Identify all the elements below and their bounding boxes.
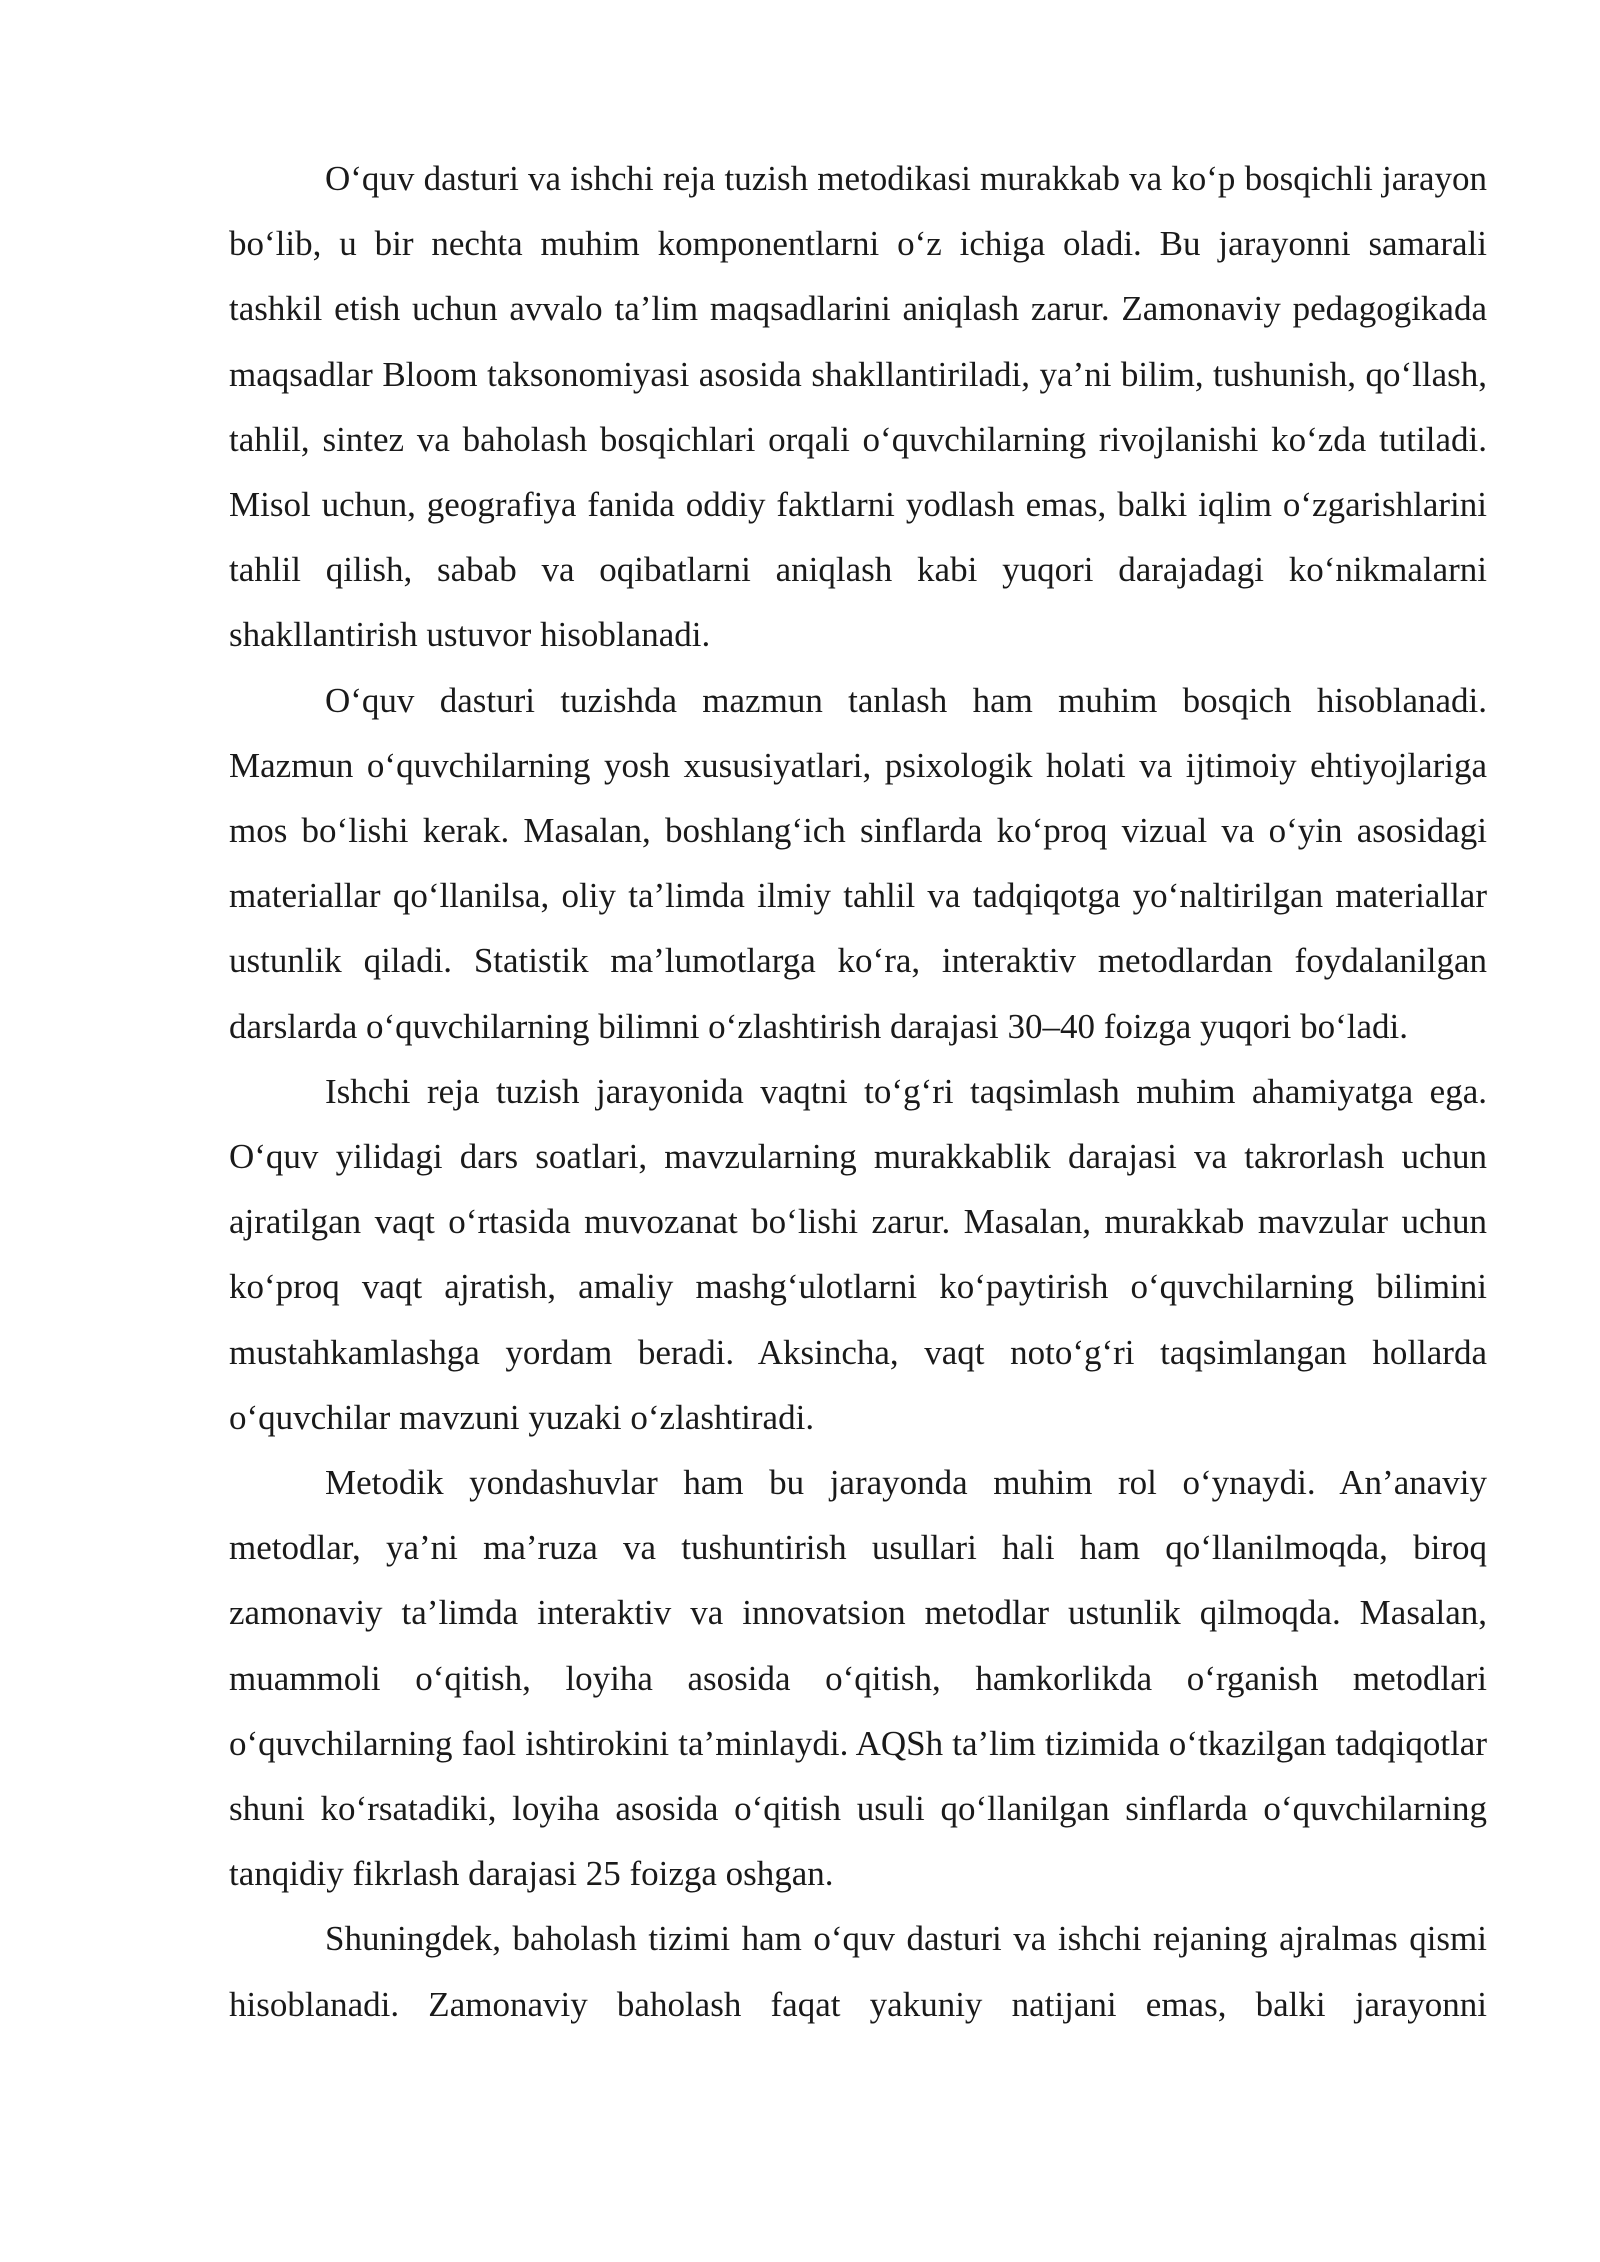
paragraph-5: Shuningdek, baholash tizimi ham o‘quv dasturi va ishchi rejaning ajralmas qismi hisoblanadi. Zamonaviy baholash faqat yakuniy natijani emas, balki jarayonni — [229, 1919, 1487, 2024]
paragraph-3: Ishchi reja tuzish jarayonida vaqtni to‘g‘ri taqsimlash muhim ahamiyatga ega. O‘quv yilidagi dars soatlari, mavzularning murakkablik darajasi va takrorlash uchun ajratilgan vaqt o‘rtasida muvozanat bo‘lishi zarur. Masalan, murakkab mavzular uchun ko‘proq vaqt ajratish, amaliy mashg‘ulotlarni ko‘paytirish o‘quvchilarning bilimini mustahkamlashga yordam beradi. Aksincha, vaqt noto‘g‘ri taqsimlangan hollarda o‘quvchilar mavzuni yuzaki o‘zlashtiradi. — [229, 1071, 1487, 1437]
paragraph-4: Metodik yondashuvlar ham bu jarayonda muhim rol o‘ynaydi. An’anaviy metodlar, ya’ni ma’ruza va tushuntirish usullari hali ham qo‘llanilmoqda, biroq zamonaviy ta’limda interaktiv va innovatsion metodlar ustunlik qilmoqda. Masalan, muammoli o‘qitish, loyiha asosida o‘qitish, hamkorlikda o‘rganish metodlari o‘quvchilarning faol ishtirokini ta’minlaydi. AQSh ta’lim tizimida o‘tkazilgan tadqiqotlar shuni ko‘rsatadiki, loyiha asosida o‘qitish usuli qo‘llanilgan sinflarda o‘quvchilarning tanqidiy fikrlash darajasi 25 foizga oshgan. — [229, 1463, 1487, 1894]
body-text — [229, 146, 1487, 2037]
paragraph-2: O‘quv dasturi tuzishda mazmun tanlash ham muhim bosqich hisoblanadi. Mazmun o‘quvchilarning yosh xususiyatlari, psixologik holati va ijtimoiy ehtiyojlariga mos bo‘lishi kerak. Masalan, boshlang‘ich sinflarda ko‘proq vizual va o‘yin asosidagi materiallar qo‘llanilsa, oliy ta’limda ilmiy tahlil va tadqiqotga yo‘naltirilgan materiallar ustunlik qiladi. Statistik ma’lumotlarga ko‘ra, interaktiv metodlardan foydalanilgan darslarda o‘quvchilarning bilimni o‘zlashtirish darajasi 30–40 foizga yuqori bo‘ladi. — [229, 680, 1487, 1046]
paragraph-1: O‘quv dasturi va ishchi reja tuzish metodikasi murakkab va ko‘p bosqichli jarayon bo‘lib, u bir nechta muhim komponentlarni o‘z ichiga oladi. Bu jarayonni samarali tashkil etish uchun avvalo ta’lim maqsadlarini aniqlash zarur. Zamonaviy pedagogikada maqsadlar Bloom taksonomiyasi asosida shakllantiriladi, ya’ni bilim, tushunish, qo‘llash, tahlil, sintez va baholash bosqichlari orqali o‘quvchilarning rivojlanishi ko‘zda tutiladi. Misol uchun, geografiya fanida oddiy faktlarni yodlash emas, balki iqlim o‘zgarishlarini tahlil qilish, sabab va oqibatlarni aniqlash kabi yuqori darajadagi ko‘nikmalarni shakllantirish ustuvor hisoblanadi. — [229, 159, 1487, 655]
